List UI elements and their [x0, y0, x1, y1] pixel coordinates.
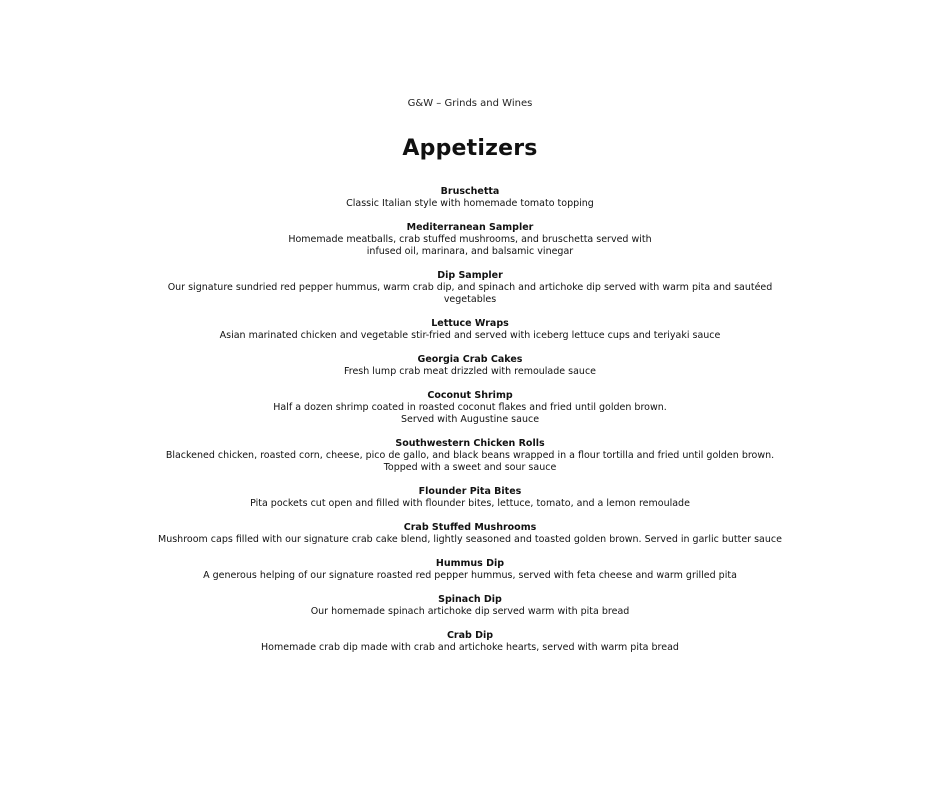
- menu-item: [0, 222, 940, 258]
- menu-item-description: Pita pockets cut open and filled with flounder bites, lettuce, tomato, and a lemon remoulade: [250, 498, 690, 509]
- menu-item-name: Coconut Shrimp: [427, 390, 513, 401]
- menu-item-name: Lettuce Wraps: [431, 318, 509, 329]
- menu-item: [0, 522, 940, 546]
- menu-item-description: Homemade crab dip made with crab and artichoke hearts, served with warm pita bread: [261, 642, 679, 653]
- restaurant-name: G&W – Grinds and Wines: [407, 98, 533, 109]
- menu-item: [0, 630, 940, 654]
- menu-item-description: Half a dozen shrimp coated in roasted coconut flakes and fried until golden brown. Served with Augustine sauce: [273, 402, 667, 425]
- menu-item: [0, 390, 940, 426]
- menu-item-name: Dip Sampler: [437, 270, 503, 281]
- menu-item-name: Spinach Dip: [438, 594, 502, 605]
- menu-item-description: A generous helping of our signature roasted red pepper hummus, served with feta cheese and warm grilled pita: [203, 570, 737, 581]
- menu-item-description: Our signature sundried red pepper hummus, warm crab dip, and spinach and artichoke dip served with warm pita and sautéed vegetables: [167, 282, 773, 305]
- menu-item: [0, 438, 940, 474]
- menu-item-name: Crab Dip: [446, 630, 494, 641]
- menu-item: [0, 318, 940, 342]
- section-title: Appetizers: [402, 136, 538, 161]
- menu-item-name: Flounder Pita Bites: [418, 486, 522, 497]
- menu-item: [0, 486, 940, 510]
- menu-item: [0, 594, 940, 618]
- menu-item-description: Homemade meatballs, crab stuffed mushrooms, and bruschetta served with infused oil, marinara, and balsamic vinegar: [288, 234, 652, 257]
- appetizer-list: [0, 186, 940, 666]
- menu-item: [0, 558, 940, 582]
- menu-item-name: Crab Stuffed Mushrooms: [403, 522, 537, 533]
- menu-item-description: Asian marinated chicken and vegetable stir-fried and served with iceberg lettuce cups and teriyaki sauce: [219, 330, 721, 341]
- menu-item-name: Mediterranean Sampler: [406, 222, 534, 233]
- menu-item-name: Georgia Crab Cakes: [417, 354, 523, 365]
- menu-item-description: Blackened chicken, roasted corn, cheese, pico de gallo, and black beans wrapped in a flour tortilla and fried until golden brown. Topped with a sweet and sour sauce: [165, 450, 775, 473]
- menu-item-description: Classic Italian style with homemade tomato topping: [346, 198, 594, 209]
- menu-item-name: Southwestern Chicken Rolls: [395, 438, 545, 449]
- menu-item: [0, 270, 940, 306]
- menu-item: [0, 354, 940, 378]
- menu-item-description: Our homemade spinach artichoke dip served warm with pita bread: [310, 606, 630, 617]
- menu-item-name: Bruschetta: [440, 186, 500, 197]
- menu-item: [0, 186, 940, 210]
- menu-item-name: Hummus Dip: [435, 558, 505, 569]
- menu-item-description: Fresh lump crab meat drizzled with remoulade sauce: [343, 366, 597, 377]
- menu-item-description: Mushroom caps filled with our signature crab cake blend, lightly seasoned and toasted golden brown. Served in garlic butter sauce: [158, 534, 782, 545]
